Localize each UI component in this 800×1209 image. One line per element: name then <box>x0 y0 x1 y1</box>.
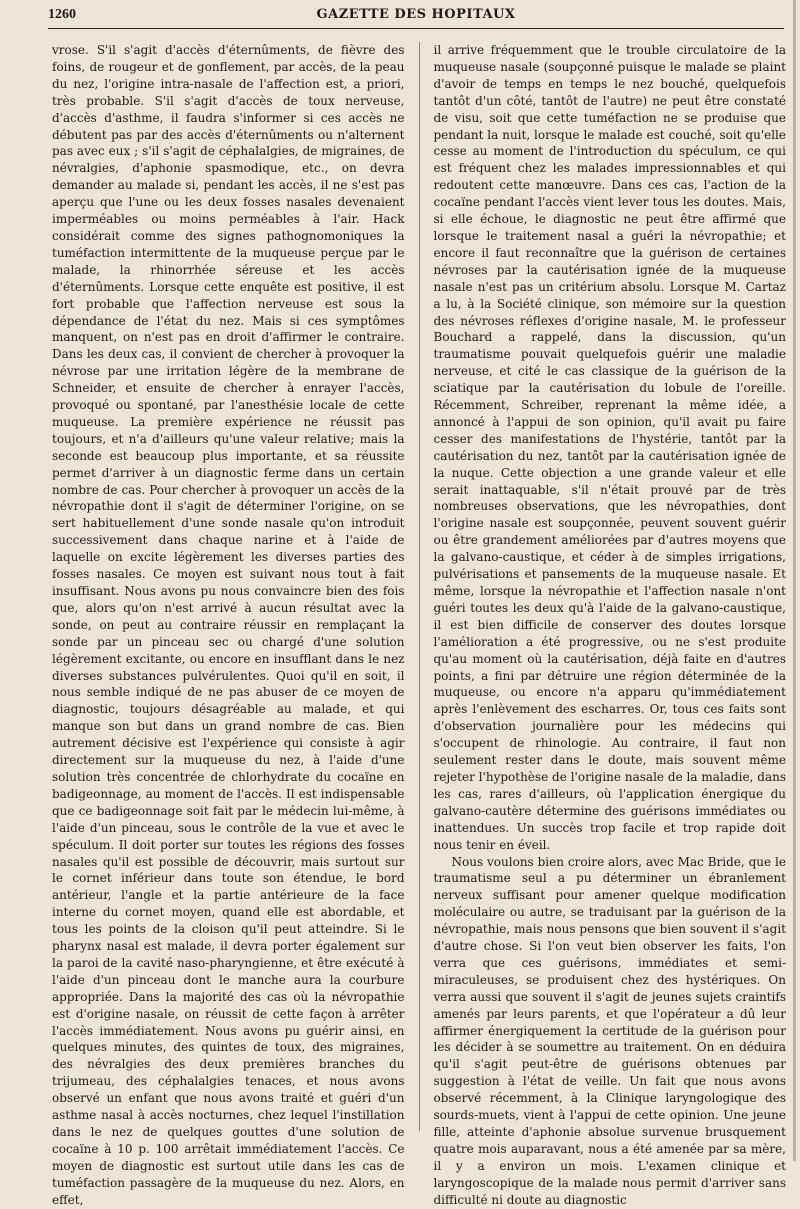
page-header <box>48 6 784 29</box>
left-paragraph: vrose. S'il s'agit d'accès d'éternûments, de fièvre des foins, de rougeur et de gonflement, par accès, de la peau du nez, l'origine intra-nasale de l'affection est, a priori, très probable. S'il s'agit d'accès de toux nerveuse, d'accès d'asthme, il faudra s'informer si ces accès ne débutent pas par des accès d'éternûments ou n'alternent pas avec eux ; s'il s'agit de céphalalgies, de migraines, de névralgies, d'aphonie spasmodique, etc., on devra demander au malade si, pendant les accès, il ne s'est pas aperçu que l'une ou les deux fosses nasales devenaient imperméables ou moins perméables à l'air. Hack considérait comme des signes pathognomoniques la tuméfaction intermittente de la muqueuse perçue par le malade, la rhinorrhée séreuse et les accès d'éternûments. Lorsque cette enquête est positive, il est fort probable que l'affection nerveuse est sous la dépendance de l'état du nez. Mais si ces symptômes manquent, on n'est pas en droit d'affirmer le contraire. Dans les deux cas, il convient de chercher à provoquer la névrose par une irritation légère de la membrane de Schneider, et ensuite de chercher à enrayer l'accès, provoqué ou spontané, par l'anesthésie locale de cette muqueuse. La première expérience ne réussit pas toujours, et n'a d'ailleurs qu'une valeur relative; mais la seconde est beaucoup plus importante, et sa réussite permet d'arriver à un diagnostic ferme dans un certain nombre de cas. Pour chercher à provoquer un accès de la névropathie dont il s'agit de déterminer l'origine, on se sert habituellement d'une sonde nasale qu'on introduit successivement dans chaque narine et à l'aide de laquelle on excite légèrement les diverses parties des fosses nasales. Ce moyen est suivant nous tout à fait insuffisant. Nous avons pu nous convaincre bien des fois que, alors qu'on n'est arrivé à aucun résultat avec la sonde, on peut au contraire réussir en remplaçant la sonde par un pinceau sec ou chargé d'une solution légèrement excitante, ou encore en insufflant dans le nez diverses substances pulvérulentes. Quoi qu'il en soit, il nous semble indiqué de ne pas abuser de ce moyen de diagnostic, toujours désagréable au malade, et qui manque son but dans un grand nombre de cas. Bien autrement décisive est l'expérience qui consiste à agir directement sur la muqueuse du nez, à l'aide d'une solution très concentrée de chlorhydrate du cocaïne en badigeonnage, au moment de l'accès. Il est indispensable que ce badigeonnage soit fait par le médecin lui-même, à l'aide d'un pinceau, sous le contrôle de la vue et avec le spéculum. Il doit porter sur toutes les régions des fosses nasales qu'il est possible de découvrir, mais surtout sur le cornet inférieur dans toute son étendue, le bord antérieur, l'angle et la partie antérieure de la face interne du cornet moyen, quand elle est abordable, et tous les points de la cloison qu'il peut atteindre. Si le pharynx nasal est malade, il devra porter également sur la paroi de la cavité naso-pharyngienne, et être exécuté à l'aide d'un pinceau dont le manche aura la courbure appropriée. Dans la majorité des cas où la névropathie est d'origine nasale, on réussit de cette façon à arrêter l'accès immédiatement. Nous avons pu guérir ainsi, en quelques minutes, des quintes de toux, des migraines, des névralgies des deux premières branches du trijumeau, des céphalalgies tenaces, et nous avons observé un enfant que nous avons traité et guéri d'un asthme nasal à accès nocturnes, chez lequel l'instillation dans le nez de quelques gouttes d'une solution de cocaïne à 10 p. 100 arrêtait immédiatement l'accès. Ce moyen de diagnostic est surtout utile dans les cas de tuméfaction passagère de la muqueuse du nez. Alors, en effet, <box>52 43 405 1207</box>
column-divider <box>419 42 420 1131</box>
right-paragraph: il arrive fréquemment que le trouble circulatoire de la muqueuse nasale (soupçonné puisque le malade se plaint d'avoir de temps en temps le nez bouché, quelquefois tantôt d'un côté, tantôt de l'autre) ne peut être constaté de visu, soit que cette tuméfaction ne se produise que pendant la nuit, lorsque le malade est couché, soit qu'elle cesse au moment de l'introduction du spéculum, ce qui est fréquent chez les malades impressionnables et qui redoutent cette manœuvre. Dans ces cas, l'action de la cocaïne pendant l'accès vient lever tous les doutes. Mais, si elle échoue, le diagnostic ne peut être affirmé que lorsque le traitement nasal a guéri la névropathie; et encore il faut reconnaître que la guérison de certaines névroses par la cautérisation ignée de la muqueuse nasale n'est pas un critérium absolu. Lorsque M. Cartaz a lu, à la Société clinique, son mémoire sur la question des névroses réflexes d'origine nasale, M. le professeur Bouchard a rappelé, dans la discussion, qu'un traumatisme pouvait quelquefois guérir une maladie nerveuse, et cité le cas classique de la guérison de la sciatique par la cautérisation du lobule de l'oreille. Récemment, Schreiber, reprenant la même idée, a annoncé à l'appui de son opinion, qu'il avait pu faire cesser des manifestations de l'hystérie, tantôt par la cautérisation du nez, tantôt par la cautérisation ignée de la nuque. Cette objection a une grande valeur et elle serait inattaquable, s'il n'était prouvé par de très nombreuses observations, que les névropathies, dont l'origine nasale est soupçonnée, peuvent souvent guérir ou être grandement améliorées par d'autres moyens que la galvano-caustique, et céder à de simples irrigations, pulvérisations et pansements de la muqueuse nasale. Et même, lorsque la névropathie et l'affection nasale n'ont guéri toutes les deux qu'à l'aide de la galvano-caustique, il est bien difficile de conserver des doutes lorsque l'amélioration a été progressive, ou ne s'est produite qu'au moment où la cautérisation, déjà faite en d'autres points, a fini par détruire une région déterminée de la muqueuse, ou encore n'a apparu qu'immédiatement après l'enlèvement des escharres. Or, tous ces faits sont d'observation journalière pour les médecins qui s'occupent de rhinologie. Au contraire, il faut non seulement rester dans le doute, mais souvent même rejeter l'hypothèse de l'origine nasale de la maladie, dans les cas, rares d'ailleurs, où l'application énergique du galvano-cautère détermine des guérisons immédiates ou inattendues. Un succès trop facile et trop rapide doit nous tenir en éveil. <box>433 43 786 852</box>
page-number: 1260 <box>48 7 76 22</box>
running-title: GAZETTE DES HOPITAUX <box>316 7 516 22</box>
text-columns <box>52 42 786 1207</box>
page-edge <box>793 0 796 1161</box>
left-column <box>52 42 405 1207</box>
right-paragraph: Nous voulons bien croire alors, avec Mac Bride, que le traumatisme seul a pu déterminer un ébranlement nerveux suffisant pour amener quelque modification moléculaire ou autre, se traduisant par la guérison de la névropathie, mais nous pensons que bien souvent il s'agit d'autre chose. Si l'on veut bien observer les faits, l'on verra que ces guérisons, immédiates et semi-miraculeuses, se produisent chez des hystériques. On verra aussi que souvent il s'agit de jeunes sujets craintifs amenés par leurs parents, et que l'opérateur a dû leur affirmer énergiquement la certitude de la guérison pour les décider à se soumettre au traitement. On en déduira qu'il s'agit peut-être de guérisons obtenues par suggestion à l'état de veille. Un fait que nous avons observé récemment, à la Clinique laryngologique des sourds-muets, vient à l'appui de cette opinion. Une jeune fille, atteinte d'aphonie absolue survenue brusquement quatre mois auparavant, nous a été amenée par sa mère, il y a environ un mois. L'examen clinique et laryngoscopique de la malade nous permit d'arriver sans difficulté ni doute au diagnostic <box>433 854 786 1207</box>
right-column <box>433 42 787 1207</box>
